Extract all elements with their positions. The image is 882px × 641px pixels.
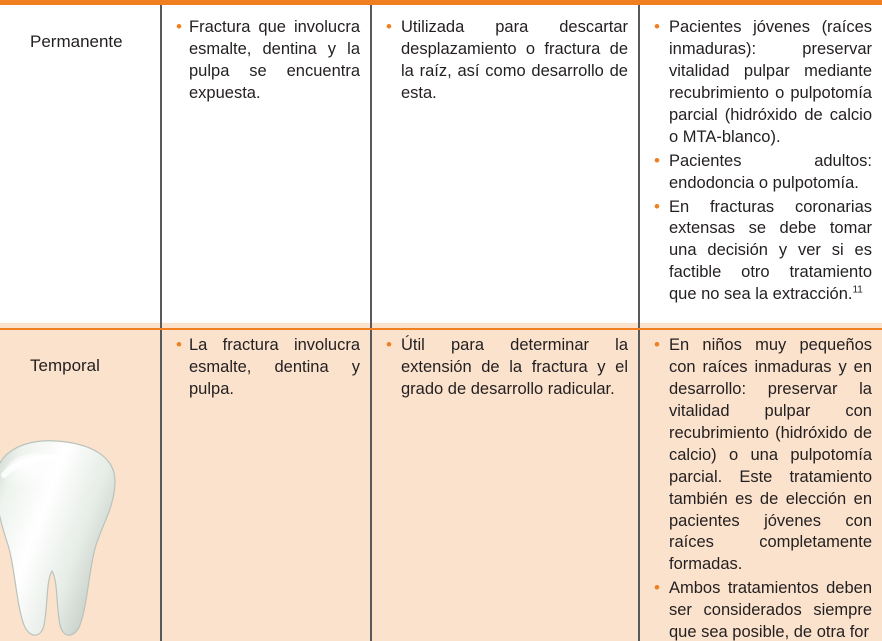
treatment-cell [638, 323, 882, 641]
bullet-list [386, 17, 628, 105]
list-item: • Pacientes adultos: endodoncia o pulpotomía. [654, 151, 872, 195]
bullet-list [386, 335, 628, 401]
row-divider [0, 328, 882, 330]
table-row [0, 5, 882, 323]
list-item: • Ambos tratamientos deben ser considerados siempre que sea posible, de otra for [654, 578, 872, 641]
bullet-list [654, 335, 872, 641]
list-item [654, 197, 872, 307]
treatment-cell [638, 5, 882, 323]
footnote-reference: 11 [852, 284, 863, 296]
dentition-label: Permanente [30, 32, 123, 51]
list-item: • Pacientes jóvenes (raíces inmaduras): preservar vitalidad pulpar mediante recubrimiento o pulpotomía parcial (hidróxido de calcio o MTA-blanco). [654, 17, 872, 149]
list-item: • Fractura que involucra esmalte, dentina y la pulpa se encuentra expuesta. [176, 17, 360, 105]
dentition-label: Temporal [30, 356, 100, 375]
table-row [0, 323, 882, 641]
radiograph-cell [370, 5, 638, 323]
radiograph-cell [370, 323, 638, 641]
dentition-cell [0, 5, 160, 323]
bullet-list [176, 17, 360, 105]
diagnosis-cell [160, 323, 370, 641]
dentition-cell [0, 323, 160, 641]
bullet-list [654, 17, 872, 306]
list-item: • En niños muy pequeños con raíces inmaduras y en desarrollo: preservar la vitalidad pulpar con recubrimiento (hidróxido de calcio) o una pulpotomía parcial. Este tratamiento también es de elección en pacientes jóvenes con raíces completamente formadas. [654, 335, 872, 576]
clinical-table [0, 5, 882, 641]
list-item-text: En fracturas coronarias extensas se debe tomar una decisión y ver si es factible otro tratamiento que no sea la extracción. [669, 197, 872, 304]
diagnosis-cell [160, 5, 370, 323]
list-item: • Utilizada para descartar desplazamiento o fractura de la raíz, así como desarrollo de esta. [386, 17, 628, 105]
list-item: • Útil para determinar la extensión de la fractura y el grado de desarrollo radicular. [386, 335, 628, 401]
bullet-list [176, 335, 360, 401]
list-item: • La fractura involucra esmalte, dentina y pulpa. [176, 335, 360, 401]
